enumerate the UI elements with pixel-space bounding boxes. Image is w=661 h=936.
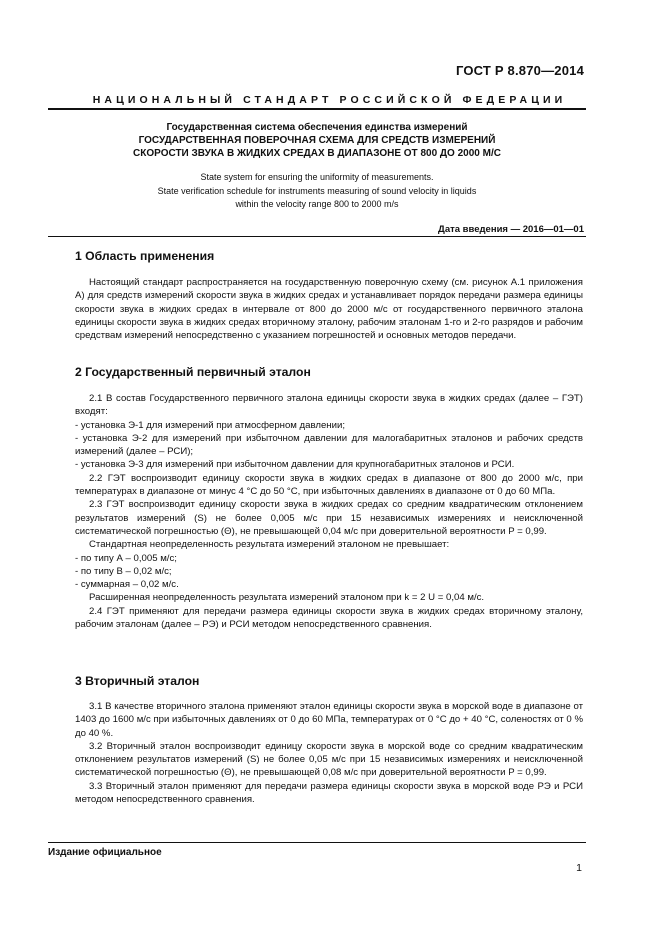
paragraph-2-3: 2.3 ГЭТ воспроизводит единицу скорости звука в жидких средах со средним квадратическим отклонением результатов измерений (S) не более 0,005 м/с при 15 независимых измерениях и неисключенной систематической погрешностью (Θ), не превышающей 0,04 м/с при доверительной вероятности P = 0,99. xyxy=(75,499,583,537)
paragraph-3-3: 3.3 Вторичный эталон применяют для передачи размера единицы скорости звука в морской воде РЭ и РСИ методом непосредственного сравнения. xyxy=(75,780,583,806)
paragraph-3-2: 3.2 Вторичный эталон воспроизводит единицу скорости звука в морской воде со средним квадратическим отклонением результатов измерений (S) не более 0,05 м/с при 15 независимых измерениях и неисключенной систематической погрешностью (Θ), не превышающей 0,08 м/с при доверительной вероятности P = 0,99. xyxy=(75,740,583,779)
list-item: - установка Э-2 для измерений при избыточном давлении для малогабаритных эталонов и рабочих средств измерений (далее – РСИ); xyxy=(75,432,583,458)
paragraph-2-4: 2.4 ГЭТ применяют для передачи размера единицы скорости звука в жидких средах вторичному эталону, рабочим эталонам (далее – РЭ) и РСИ методом непосредственного сравнения. xyxy=(75,605,583,631)
paragraph-expanded-uncertainty: Расширенная неопределенность результата измерений эталоном при k = 2 U = 0,04 м/с. xyxy=(89,592,485,604)
national-standard-banner: НАЦИОНАЛЬНЫЙ СТАНДАРТ РОССИЙСКОЙ ФЕДЕРАЦИИ xyxy=(92,94,567,106)
paragraph-2-2: 2.2 ГЭТ воспроизводит единицу скорости звука в жидких средах в диапазоне от 800 до 2000 м/с, при температурах в диапазоне от минус 4 °С до 50 °С, при избыточных давлениях в диапазоне от 0 до 60 МПа. xyxy=(75,472,583,498)
page-number: 1 xyxy=(576,862,582,874)
title-line: СКОРОСТИ ЗВУКА В ЖИДКИХ СРЕДАХ В ДИАПАЗОНЕ ОТ 800 ДО 2000 М/С xyxy=(133,148,501,159)
section-3-body xyxy=(75,700,583,806)
section-3-heading: 3 Вторичный эталон xyxy=(75,674,200,688)
list-item: - по типу А – 0,005 м/с; xyxy=(75,552,177,564)
english-title-line: State verification schedule for instruments measuring of sound velocity in liquids xyxy=(157,185,477,196)
section-2-body xyxy=(75,392,583,631)
paragraph-3-1: 3.1 В качестве вторичного эталона применяют эталон единицы скорости звука в морской воде в диапазоне от 1403 до 1600 м/с при избыточных давлениях от 0 до 60 МПа, температурах от 0 °С до + 40 °С, соленостях от 0 % до 40 %. xyxy=(75,701,583,739)
paragraph: Настоящий стандарт распространяется на государственную поверочную схему (см. рисунок А.1 приложения А) для средств измерений скорости звука в жидких средах и устанавливает порядок передачи размера единицы скорости звука в жидких средах в интервале от 800 до 2000 м/с от государственного первичного эталона единицы скорости звука в жидких средах вторичному эталону, рабочим эталонам 1-го и 2-го разрядов и рабочим средствам измерений непосредственно с указанием погрешностей и основных методов передачи. xyxy=(75,277,583,342)
list-item: - по типу В – 0,02 м/с; xyxy=(75,565,172,577)
list-item: - установка Э-1 для измерений при атмосферном давлении; xyxy=(75,419,345,431)
date-rule xyxy=(48,236,586,237)
official-edition-label: Издание официальное xyxy=(48,847,162,858)
document-code: ГОСТ Р 8.870—2014 xyxy=(455,63,584,78)
header-rule xyxy=(48,108,586,110)
paragraph-standard-uncertainty: Стандартная неопределенность результата измерений эталоном не превышает: xyxy=(89,539,450,551)
list-item: - суммарная – 0,02 м/с. xyxy=(75,579,179,591)
paragraph-2-1: 2.1 В состав Государственного первичного эталона единицы скорости звука в жидких средах (далее – ГЭТ) входят: xyxy=(75,393,583,418)
english-title-line: within the velocity range 800 to 2000 m/s xyxy=(235,199,399,209)
list-item: - установка Э-3 для измерений при избыточном давлении для крупногабаритных эталонов и РСИ. xyxy=(75,459,515,471)
russian-title xyxy=(48,121,586,160)
section-1-body xyxy=(75,276,583,342)
english-title-line: State system for ensuring the uniformity of measurements. xyxy=(200,172,434,182)
introduction-date: Дата введения — 2016—01—01 xyxy=(438,224,584,235)
title-line: ГОСУДАРСТВЕННАЯ ПОВЕРОЧНАЯ СХЕМА ДЛЯ СРЕДСТВ ИЗМЕРЕНИЙ xyxy=(138,135,496,146)
footer-rule xyxy=(48,842,586,843)
section-1-heading: 1 Область применения xyxy=(75,249,215,263)
title-line: Государственная система обеспечения единства измерений xyxy=(166,122,468,133)
english-title xyxy=(48,171,586,212)
section-2-heading: 2 Государственный первичный эталон xyxy=(75,365,311,379)
